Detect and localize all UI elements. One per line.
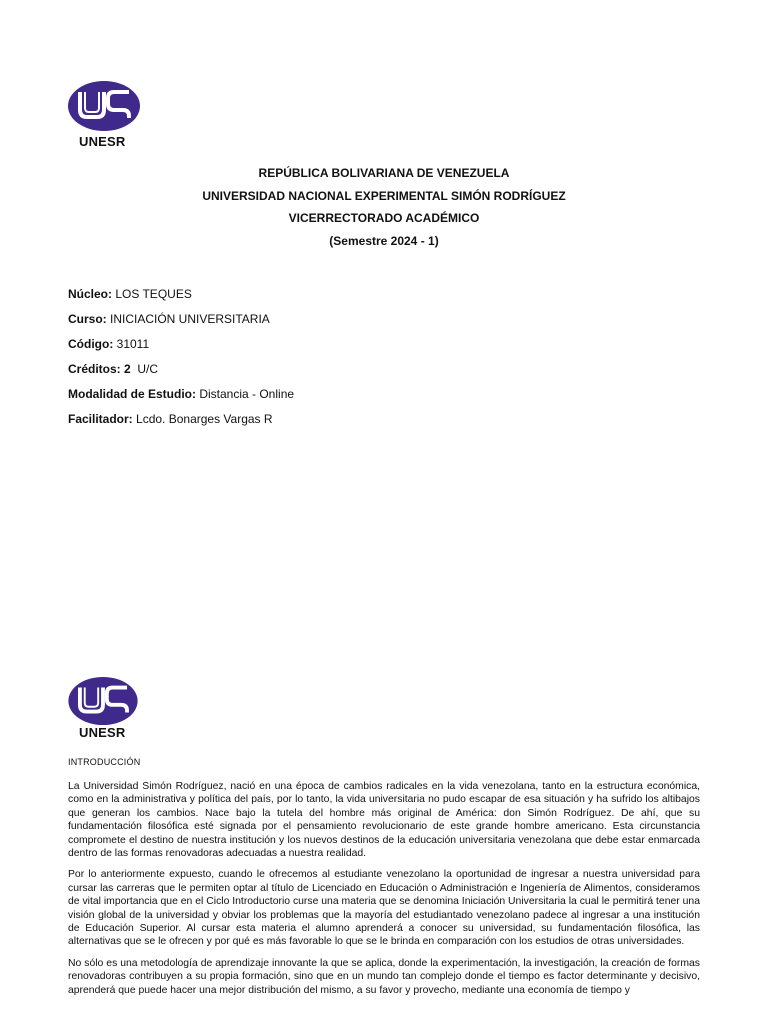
facilitador-row bbox=[68, 407, 294, 432]
unesr-logo bbox=[67, 80, 145, 152]
curso-row bbox=[68, 307, 294, 332]
header-line-country: REPÚBLICA BOLIVARIANA DE VENEZUELA bbox=[258, 166, 510, 180]
creditos-row bbox=[68, 357, 294, 382]
facilitador-value: Lcdo. Bonarges Vargas R bbox=[132, 412, 273, 426]
intro-paragraph-2: Por lo anteriormente expuesto, cuando le ofrecemos al estudiante venezolano la oportunidad de ingresar a nuestra universidad para cursar las carreras que le permiten optar al título de Licenciado en Educación o Administración e Ingeniería de Alimentos, consideramos de vital importancia que en el Ciclo Introductorio curse una materia que se denomina Iniciación Universitaria la cual le permitirá tener una visión global de la universidad y obviar los problemas que la mayoría del estudiantado venezolano padece al ingresar a una institución de Educación Superior. Al cursar esta materia el alumno aprenderá a conocer su universidad, su fundamentación filosófica, las alternativas que se le ofrecen y por qué es más favorable lo que se le brinda en comparación con los estudios de otras universidades. bbox=[68, 869, 700, 948]
modalidad-row bbox=[68, 382, 294, 407]
intro-paragraph-1: La Universidad Simón Rodríguez, nació en una época de cambios radicales en la vida venezolana, tanto en la estructura económica, como en la administrativa y política del país, por lo tanto, la vida universitaria no pudo escapar de esa situación y ha sufrido los altibajos que generan los cambios. Nace bajo la tutela del hombre más original de América: don Simón Rodríguez. De ahí, que su fundamentación filosófica esté signada por el pensamiento revolucionario de este grande hombre americano. Esta circunstancia compromete el destino de nuestra institución y los nuevos destinos de la educación universitaria venezolana que debe estar enmarcada dentro de las formas renovadoras adecuadas a nuestra realidad. bbox=[68, 781, 700, 860]
course-info bbox=[68, 282, 294, 432]
creditos-value: U/C bbox=[130, 362, 159, 376]
logo-text: UNESR bbox=[79, 725, 126, 740]
modalidad-value: Distancia - Online bbox=[196, 387, 295, 401]
modalidad-label: Modalidad de Estudio: bbox=[68, 387, 196, 401]
header-line-university: UNIVERSIDAD NACIONAL EXPERIMENTAL SIMÓN RODRÍGUEZ bbox=[202, 188, 566, 203]
nucleo-label: Núcleo: bbox=[68, 287, 113, 301]
header-line-vicerrectorado: VICERRECTORADO ACADÉMICO bbox=[288, 211, 480, 225]
codigo-value: 31011 bbox=[113, 337, 150, 351]
creditos-label: Créditos: 2 bbox=[68, 362, 131, 376]
unesr-emblem-icon bbox=[67, 80, 141, 132]
unesr-emblem-icon bbox=[67, 676, 139, 726]
curso-label: Curso: bbox=[68, 312, 107, 326]
codigo-label: Código: bbox=[68, 337, 114, 351]
codigo-row bbox=[68, 332, 294, 357]
intro-body bbox=[68, 780, 700, 1005]
intro-heading: INTRODUCCIÓN bbox=[68, 757, 141, 767]
nucleo-value: LOS TEQUES bbox=[112, 287, 192, 301]
intro-paragraph-3: No sólo es una metodología de aprendizaje innovante la que se aplica, donde la experimentación, la investigación, la creación de formas renovadoras contribuyen a su propia formación, sino que en un mundo tan complejo donde el tiempo es factor determinante y decisivo, aprenderá que puede hacer una mejor distribución del mismo, a su favor y provecho, mediante una economía de tiempo y bbox=[68, 957, 700, 996]
curso-value: INICIACIÓN UNIVERSITARIA bbox=[106, 312, 270, 326]
facilitador-label: Facilitador: bbox=[68, 412, 133, 426]
document-header bbox=[0, 162, 768, 252]
logo-text: UNESR bbox=[79, 134, 126, 149]
header-line-semester: (Semestre 2024 - 1) bbox=[329, 233, 439, 248]
nucleo-row bbox=[68, 282, 294, 307]
unesr-logo-page2 bbox=[67, 676, 145, 748]
